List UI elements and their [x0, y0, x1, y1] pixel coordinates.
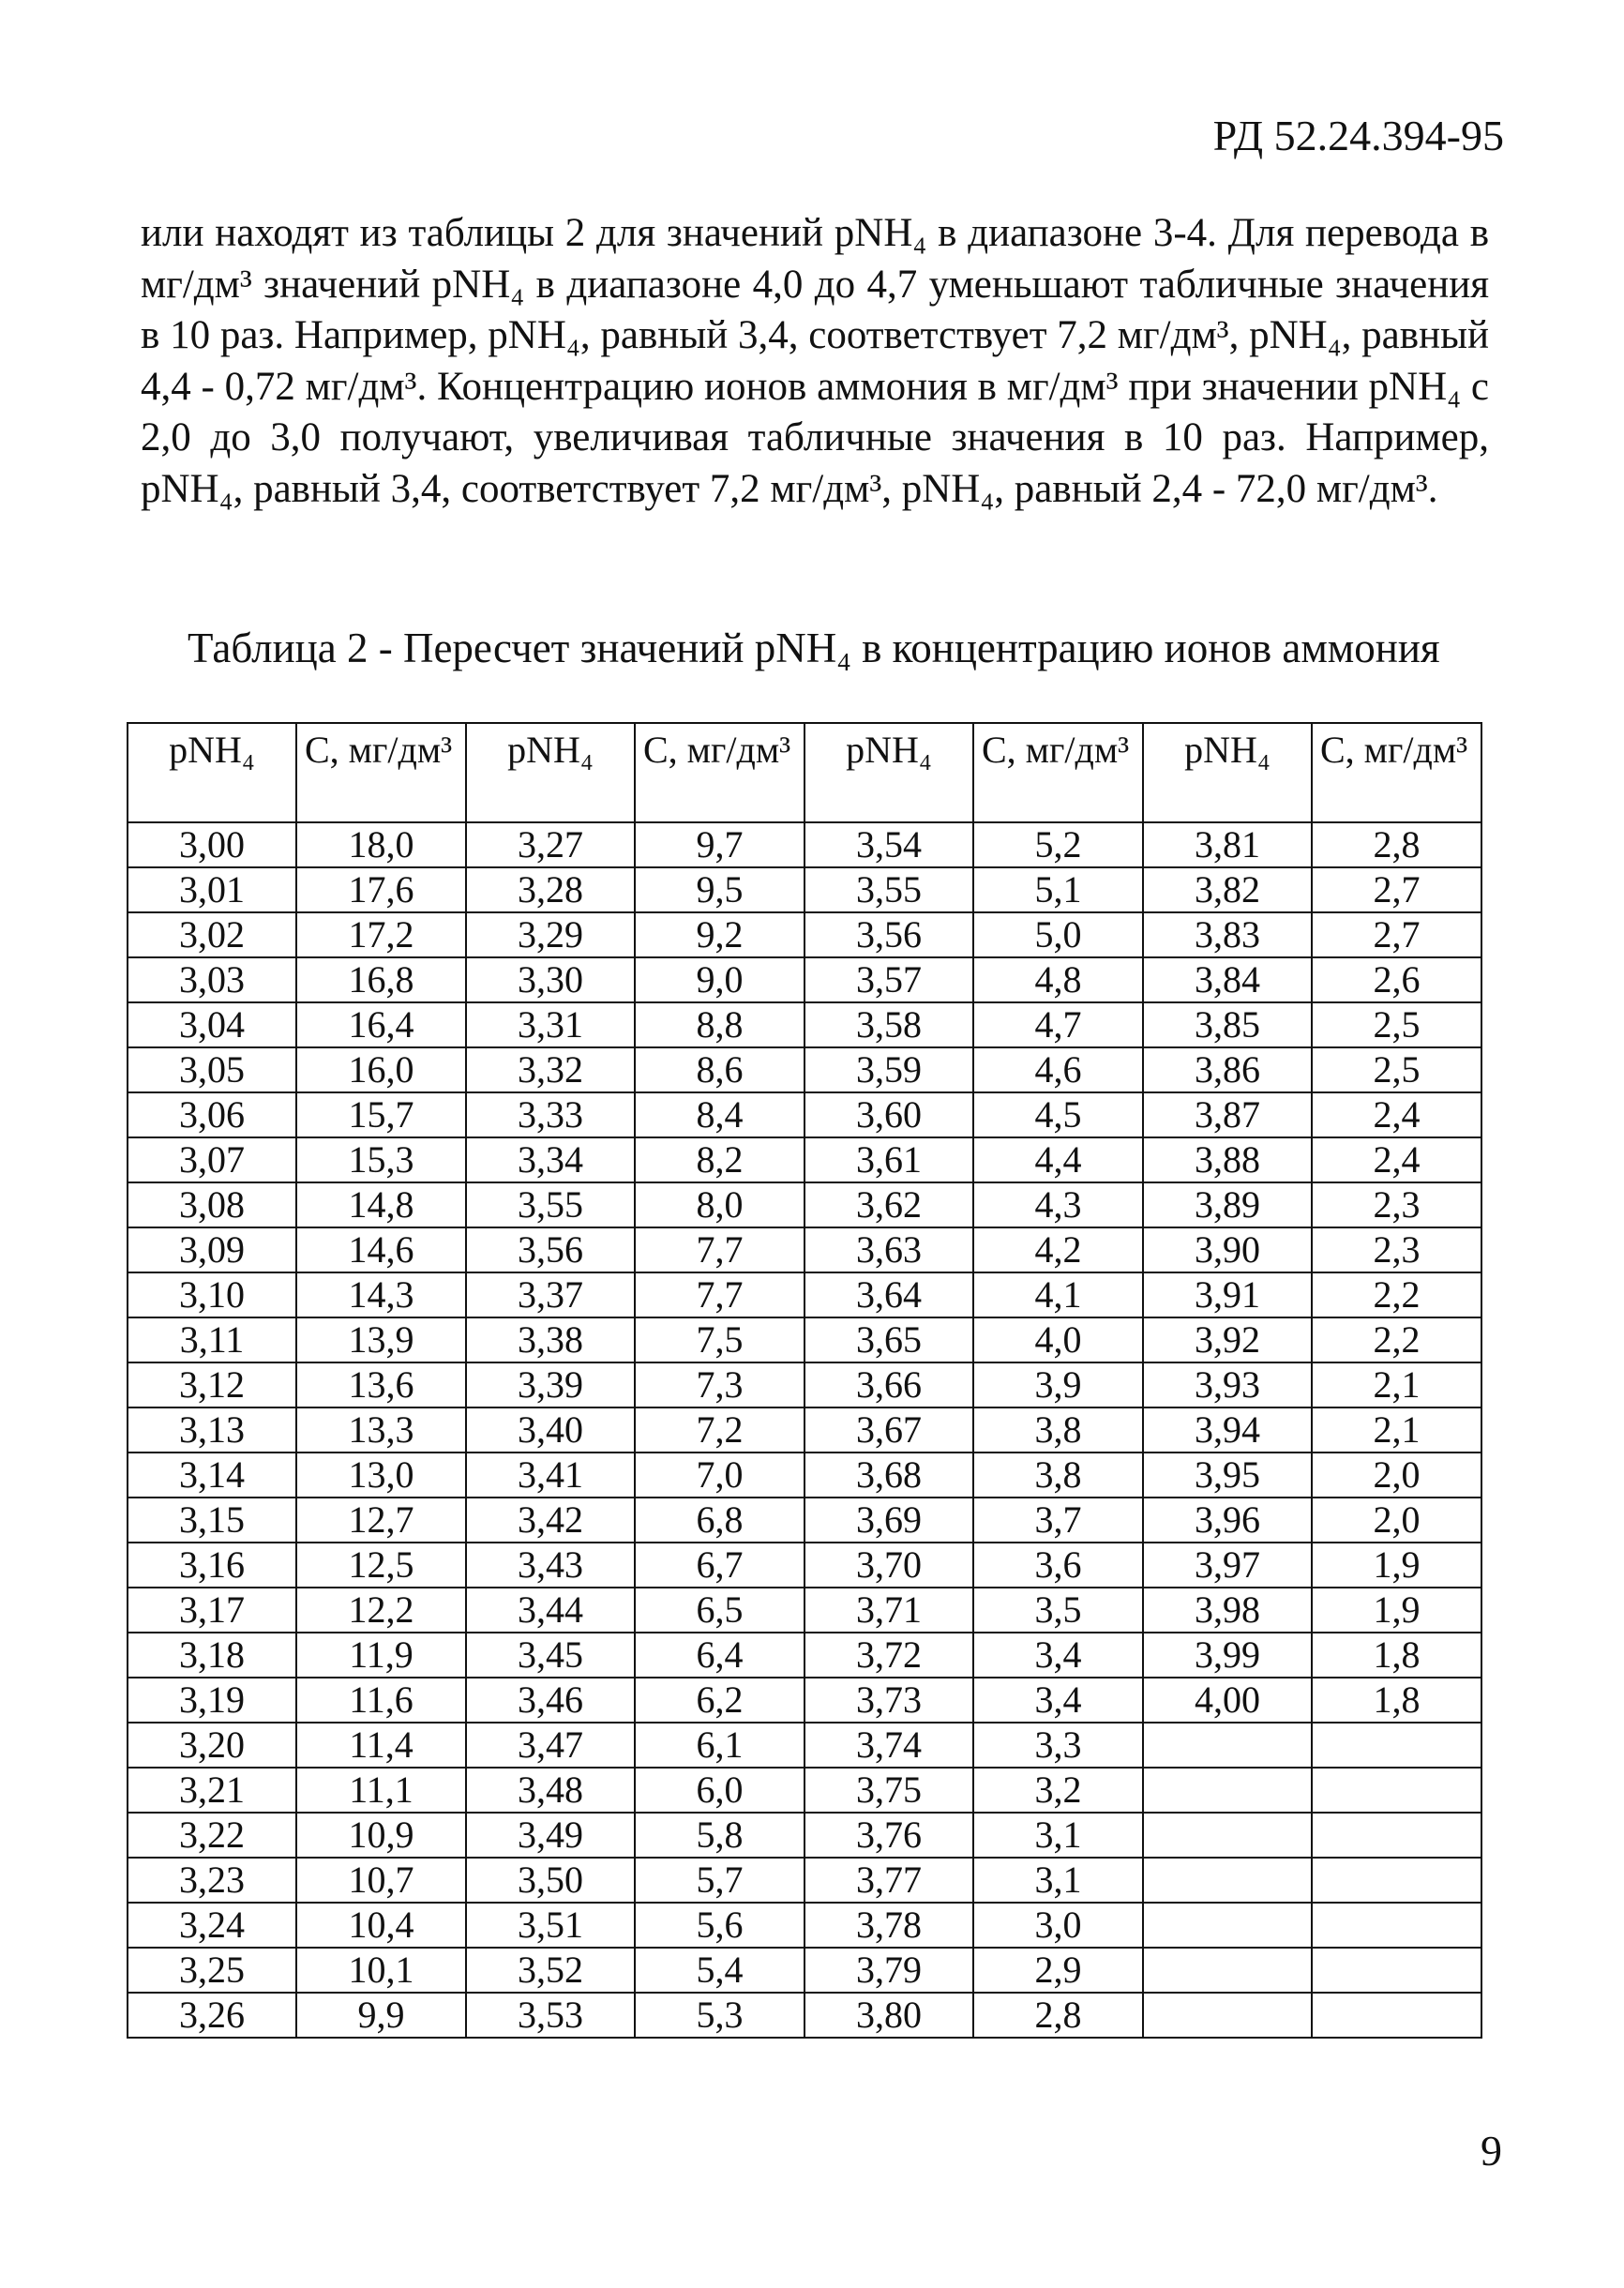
table-row [128, 1858, 1481, 1903]
pnh4-cell: 3,56 [466, 1227, 635, 1272]
pnh4-cell: 3,81 [1143, 822, 1312, 867]
concentration-cell [1312, 1903, 1481, 1948]
table-header-row [128, 723, 1481, 822]
pnh4-cell: 3,63 [804, 1227, 973, 1272]
pnh4-cell: 3,18 [128, 1633, 296, 1678]
concentration-cell: 3,1 [973, 1813, 1143, 1858]
conversion-table [127, 722, 1482, 2039]
pnh4-cell: 3,56 [804, 912, 973, 957]
concentration-cell: 3,7 [973, 1498, 1143, 1543]
concentration-cell: 2,4 [1312, 1137, 1481, 1182]
concentration-cell: 2,9 [973, 1948, 1143, 1993]
pnh4-cell: 3,85 [1143, 1002, 1312, 1047]
pnh4-cell: 3,17 [128, 1588, 296, 1633]
pnh4-cell: 3,26 [128, 1993, 296, 2038]
concentration-cell: 16,4 [296, 1002, 466, 1047]
concentration-cell: 2,6 [1312, 957, 1481, 1002]
table-row [128, 1903, 1481, 1948]
pnh4-cell: 3,24 [128, 1903, 296, 1948]
concentration-cell: 3,0 [973, 1903, 1143, 1948]
pnh4-cell: 3,64 [804, 1272, 973, 1317]
header-pnh4: pNH₄ [1143, 723, 1312, 822]
concentration-cell: 2,3 [1312, 1227, 1481, 1272]
pnh4-cell: 3,30 [466, 957, 635, 1002]
pnh4-cell: 3,02 [128, 912, 296, 957]
concentration-cell: 1,9 [1312, 1588, 1481, 1633]
pnh4-cell: 3,55 [804, 867, 973, 912]
pnh4-cell: 3,00 [128, 822, 296, 867]
pnh4-cell: 3,37 [466, 1272, 635, 1317]
concentration-cell: 4,8 [973, 957, 1143, 1002]
concentration-cell: 2,3 [1312, 1182, 1481, 1227]
concentration-cell: 16,8 [296, 957, 466, 1002]
pnh4-cell: 3,25 [128, 1948, 296, 1993]
concentration-cell: 3,6 [973, 1543, 1143, 1588]
pnh4-cell: 3,53 [466, 1993, 635, 2038]
concentration-cell: 5,2 [973, 822, 1143, 867]
pnh4-cell: 3,20 [128, 1723, 296, 1768]
concentration-cell: 3,4 [973, 1633, 1143, 1678]
concentration-cell: 9,5 [635, 867, 804, 912]
concentration-cell: 4,2 [973, 1227, 1143, 1272]
concentration-cell: 1,9 [1312, 1543, 1481, 1588]
concentration-cell: 3,2 [973, 1768, 1143, 1813]
pnh4-cell: 3,70 [804, 1543, 973, 1588]
pnh4-cell: 3,06 [128, 1092, 296, 1137]
pnh4-cell: 3,40 [466, 1407, 635, 1453]
pnh4-cell: 3,84 [1143, 957, 1312, 1002]
concentration-cell: 11,4 [296, 1723, 466, 1768]
pnh4-cell: 3,05 [128, 1047, 296, 1092]
concentration-cell: 8,4 [635, 1092, 804, 1137]
pnh4-cell: 3,75 [804, 1768, 973, 1813]
pnh4-cell [1143, 1858, 1312, 1903]
table-row [128, 1768, 1481, 1813]
concentration-cell: 8,2 [635, 1137, 804, 1182]
pnh4-cell [1143, 1948, 1312, 1993]
concentration-cell: 2,2 [1312, 1317, 1481, 1362]
pnh4-cell: 3,45 [466, 1633, 635, 1678]
pnh4-cell: 3,96 [1143, 1498, 1312, 1543]
header-pnh4: pNH₄ [804, 723, 973, 822]
pnh4-cell: 3,49 [466, 1813, 635, 1858]
pnh4-cell: 3,61 [804, 1137, 973, 1182]
concentration-cell: 7,3 [635, 1362, 804, 1407]
header-concentration: С, мг/дм³ [973, 723, 1143, 822]
pnh4-cell: 3,86 [1143, 1047, 1312, 1092]
document-code: РД 52.24.394-95 [1212, 112, 1504, 159]
pnh4-cell: 3,60 [804, 1092, 973, 1137]
pnh4-cell: 3,58 [804, 1002, 973, 1047]
concentration-cell: 4,7 [973, 1002, 1143, 1047]
header-pnh4: pNH₄ [128, 723, 296, 822]
concentration-cell: 5,1 [973, 867, 1143, 912]
header-pnh4: pNH₄ [466, 723, 635, 822]
pnh4-cell: 3,83 [1143, 912, 1312, 957]
concentration-cell: 5,4 [635, 1948, 804, 1993]
concentration-cell: 6,2 [635, 1678, 804, 1723]
concentration-cell: 2,7 [1312, 912, 1481, 957]
pnh4-cell: 3,13 [128, 1407, 296, 1453]
pnh4-cell: 3,95 [1143, 1453, 1312, 1498]
concentration-cell: 2,5 [1312, 1047, 1481, 1092]
concentration-cell [1312, 1858, 1481, 1903]
concentration-cell: 4,3 [973, 1182, 1143, 1227]
pnh4-cell: 3,88 [1143, 1137, 1312, 1182]
pnh4-cell: 3,09 [128, 1227, 296, 1272]
pnh4-cell: 3,29 [466, 912, 635, 957]
concentration-cell: 11,9 [296, 1633, 466, 1678]
pnh4-cell: 3,66 [804, 1362, 973, 1407]
table-row [128, 1993, 1481, 2038]
pnh4-cell: 3,67 [804, 1407, 973, 1453]
pnh4-cell: 3,44 [466, 1588, 635, 1633]
pnh4-cell: 3,97 [1143, 1543, 1312, 1588]
concentration-cell: 15,3 [296, 1137, 466, 1182]
table-row [128, 1813, 1481, 1858]
concentration-cell: 15,7 [296, 1092, 466, 1137]
pnh4-cell: 3,03 [128, 957, 296, 1002]
concentration-cell: 7,2 [635, 1407, 804, 1453]
concentration-cell: 13,9 [296, 1317, 466, 1362]
concentration-cell: 7,5 [635, 1317, 804, 1362]
concentration-cell: 8,0 [635, 1182, 804, 1227]
concentration-cell: 1,8 [1312, 1633, 1481, 1678]
pnh4-cell: 3,55 [466, 1182, 635, 1227]
concentration-cell: 3,9 [973, 1362, 1143, 1407]
pnh4-cell: 3,73 [804, 1678, 973, 1723]
concentration-cell: 2,4 [1312, 1092, 1481, 1137]
table-caption: Таблица 2 - Пересчет значений pNH₄ в концентрацию ионов аммония [188, 625, 1440, 671]
pnh4-cell: 3,16 [128, 1543, 296, 1588]
pnh4-cell: 3,52 [466, 1948, 635, 1993]
concentration-cell: 3,5 [973, 1588, 1143, 1633]
pnh4-cell: 3,50 [466, 1858, 635, 1903]
table-row [128, 1047, 1481, 1092]
concentration-cell [1312, 1813, 1481, 1858]
concentration-cell: 6,5 [635, 1588, 804, 1633]
pnh4-cell: 3,14 [128, 1453, 296, 1498]
pnh4-cell: 3,39 [466, 1362, 635, 1407]
body-paragraph [141, 208, 1489, 516]
pnh4-cell [1143, 1813, 1312, 1858]
concentration-cell: 14,8 [296, 1182, 466, 1227]
concentration-cell: 5,3 [635, 1993, 804, 2038]
concentration-cell: 10,4 [296, 1903, 466, 1948]
concentration-cell: 4,4 [973, 1137, 1143, 1182]
pnh4-cell: 3,54 [804, 822, 973, 867]
concentration-cell: 3,1 [973, 1858, 1143, 1903]
table-row [128, 912, 1481, 957]
concentration-cell: 13,3 [296, 1407, 466, 1453]
table-row [128, 1498, 1481, 1543]
concentration-cell: 5,6 [635, 1903, 804, 1948]
pnh4-cell: 3,62 [804, 1182, 973, 1227]
concentration-cell: 9,0 [635, 957, 804, 1002]
table-row [128, 1137, 1481, 1182]
pnh4-cell: 3,31 [466, 1002, 635, 1047]
concentration-cell: 13,6 [296, 1362, 466, 1407]
concentration-cell: 6,1 [635, 1723, 804, 1768]
concentration-cell: 17,2 [296, 912, 466, 957]
pnh4-cell: 3,93 [1143, 1362, 1312, 1407]
pnh4-cell: 3,91 [1143, 1272, 1312, 1317]
concentration-cell: 6,0 [635, 1768, 804, 1813]
concentration-cell: 4,0 [973, 1317, 1143, 1362]
pnh4-cell: 3,90 [1143, 1227, 1312, 1272]
concentration-cell: 2,5 [1312, 1002, 1481, 1047]
pnh4-cell: 3,68 [804, 1453, 973, 1498]
pnh4-cell: 3,38 [466, 1317, 635, 1362]
pnh4-cell: 3,69 [804, 1498, 973, 1543]
pnh4-cell: 3,08 [128, 1182, 296, 1227]
table-row [128, 1633, 1481, 1678]
pnh4-cell: 3,89 [1143, 1182, 1312, 1227]
pnh4-cell: 3,43 [466, 1543, 635, 1588]
pnh4-cell: 3,87 [1143, 1092, 1312, 1137]
pnh4-cell: 3,32 [466, 1047, 635, 1092]
concentration-cell: 6,4 [635, 1633, 804, 1678]
concentration-cell: 4,6 [973, 1047, 1143, 1092]
pnh4-cell [1143, 1903, 1312, 1948]
concentration-cell: 10,1 [296, 1948, 466, 1993]
pnh4-cell: 3,79 [804, 1948, 973, 1993]
table-row [128, 1453, 1481, 1498]
concentration-cell: 5,7 [635, 1858, 804, 1903]
concentration-cell: 1,8 [1312, 1678, 1481, 1723]
concentration-cell: 6,8 [635, 1498, 804, 1543]
pnh4-cell: 3,92 [1143, 1317, 1312, 1362]
concentration-cell: 13,0 [296, 1453, 466, 1498]
concentration-cell [1312, 1723, 1481, 1768]
concentration-cell: 9,9 [296, 1993, 466, 2038]
pnh4-cell: 3,59 [804, 1047, 973, 1092]
header-concentration: С, мг/дм³ [1312, 723, 1481, 822]
pnh4-cell: 3,77 [804, 1858, 973, 1903]
header-concentration: С, мг/дм³ [296, 723, 466, 822]
concentration-cell: 12,5 [296, 1543, 466, 1588]
pnh4-cell [1143, 1993, 1312, 2038]
table-row [128, 1407, 1481, 1453]
pnh4-cell: 3,27 [466, 822, 635, 867]
table-row [128, 1002, 1481, 1047]
concentration-cell: 3,3 [973, 1723, 1143, 1768]
concentration-cell [1312, 1948, 1481, 1993]
concentration-cell: 10,7 [296, 1858, 466, 1903]
concentration-cell: 2,8 [1312, 822, 1481, 867]
concentration-cell [1312, 1993, 1481, 2038]
pnh4-cell: 3,19 [128, 1678, 296, 1723]
pnh4-cell: 3,15 [128, 1498, 296, 1543]
header-concentration: С, мг/дм³ [635, 723, 804, 822]
concentration-cell: 17,6 [296, 867, 466, 912]
pnh4-cell: 3,57 [804, 957, 973, 1002]
table-row [128, 1543, 1481, 1588]
concentration-cell: 7,0 [635, 1453, 804, 1498]
table-row [128, 1948, 1481, 1993]
concentration-cell: 7,7 [635, 1227, 804, 1272]
pnh4-cell: 3,12 [128, 1362, 296, 1407]
concentration-cell: 11,6 [296, 1678, 466, 1723]
pnh4-cell [1143, 1723, 1312, 1768]
pnh4-cell: 3,10 [128, 1272, 296, 1317]
concentration-cell: 3,8 [973, 1407, 1143, 1453]
table-row [128, 867, 1481, 912]
concentration-cell: 6,7 [635, 1543, 804, 1588]
pnh4-cell: 3,80 [804, 1993, 973, 2038]
pnh4-cell: 3,11 [128, 1317, 296, 1362]
pnh4-cell: 3,47 [466, 1723, 635, 1768]
concentration-cell: 7,7 [635, 1272, 804, 1317]
concentration-cell: 18,0 [296, 822, 466, 867]
concentration-cell: 2,1 [1312, 1362, 1481, 1407]
pnh4-cell: 3,23 [128, 1858, 296, 1903]
pnh4-cell: 3,28 [466, 867, 635, 912]
concentration-cell: 2,8 [973, 1993, 1143, 2038]
table-row [128, 957, 1481, 1002]
concentration-cell: 5,8 [635, 1813, 804, 1858]
concentration-cell: 8,6 [635, 1047, 804, 1092]
table-row [128, 1227, 1481, 1272]
table-row [128, 1092, 1481, 1137]
concentration-cell: 10,9 [296, 1813, 466, 1858]
concentration-cell: 14,3 [296, 1272, 466, 1317]
table-row [128, 1272, 1481, 1317]
pnh4-cell: 3,42 [466, 1498, 635, 1543]
concentration-cell: 2,0 [1312, 1498, 1481, 1543]
pnh4-cell: 3,51 [466, 1903, 635, 1948]
concentration-cell: 9,7 [635, 822, 804, 867]
concentration-cell: 11,1 [296, 1768, 466, 1813]
pnh4-cell: 3,41 [466, 1453, 635, 1498]
concentration-cell: 3,8 [973, 1453, 1143, 1498]
pnh4-cell: 3,22 [128, 1813, 296, 1858]
pnh4-cell: 3,33 [466, 1092, 635, 1137]
table-row [128, 1678, 1481, 1723]
pnh4-cell: 3,07 [128, 1137, 296, 1182]
concentration-cell: 16,0 [296, 1047, 466, 1092]
table-row [128, 1723, 1481, 1768]
concentration-cell [1312, 1768, 1481, 1813]
concentration-cell: 12,7 [296, 1498, 466, 1543]
pnh4-cell: 3,72 [804, 1633, 973, 1678]
table-row [128, 1317, 1481, 1362]
concentration-cell: 9,2 [635, 912, 804, 957]
paragraph-text: или находят из таблицы 2 для значений pNH₄ в диапазоне 3-4. Для перевода в мг/дм³ значений pNH₄ в диапазоне 4,0 до 4,7 уменьшают табличные значения в 10 раз. Например, pNH₄, равный 3,4, соответствует 7,2 мг/дм³, pNH₄, равный 4,4 - 0,72 мг/дм³. Концентрацию ионов аммония в мг/дм³ при значении pNH₄ с 2,0 до 3,0 получают, увеличивая табличные значения в 10 раз. Например, pNH₄, равный 3,4, соответствует 7,2 мг/дм³, pNH₄, равный 2,4 - 72,0 мг/дм³. [141, 211, 1489, 511]
pnh4-cell: 3,21 [128, 1768, 296, 1813]
pnh4-cell: 3,78 [804, 1903, 973, 1948]
concentration-cell: 4,5 [973, 1092, 1143, 1137]
concentration-cell: 2,0 [1312, 1453, 1481, 1498]
concentration-cell: 8,8 [635, 1002, 804, 1047]
pnh4-cell: 3,46 [466, 1678, 635, 1723]
concentration-cell: 4,1 [973, 1272, 1143, 1317]
pnh4-cell: 3,01 [128, 867, 296, 912]
table-row [128, 822, 1481, 867]
pnh4-cell: 3,82 [1143, 867, 1312, 912]
concentration-cell: 2,2 [1312, 1272, 1481, 1317]
concentration-cell: 12,2 [296, 1588, 466, 1633]
concentration-cell: 2,7 [1312, 867, 1481, 912]
pnh4-cell: 3,71 [804, 1588, 973, 1633]
pnh4-cell: 3,34 [466, 1137, 635, 1182]
pnh4-cell: 4,00 [1143, 1678, 1312, 1723]
pnh4-cell: 3,98 [1143, 1588, 1312, 1633]
pnh4-cell: 3,94 [1143, 1407, 1312, 1453]
concentration-cell: 2,1 [1312, 1407, 1481, 1453]
table-row [128, 1362, 1481, 1407]
pnh4-cell: 3,04 [128, 1002, 296, 1047]
concentration-cell: 14,6 [296, 1227, 466, 1272]
pnh4-cell: 3,99 [1143, 1633, 1312, 1678]
concentration-cell: 5,0 [973, 912, 1143, 957]
pnh4-cell: 3,48 [466, 1768, 635, 1813]
pnh4-cell: 3,74 [804, 1723, 973, 1768]
pnh4-cell: 3,76 [804, 1813, 973, 1858]
table-row [128, 1182, 1481, 1227]
pnh4-cell: 3,65 [804, 1317, 973, 1362]
concentration-cell: 3,4 [973, 1678, 1143, 1723]
page-number: 9 [1481, 2127, 1502, 2175]
pnh4-cell [1143, 1768, 1312, 1813]
table-body [128, 822, 1481, 2038]
table-row [128, 1588, 1481, 1633]
